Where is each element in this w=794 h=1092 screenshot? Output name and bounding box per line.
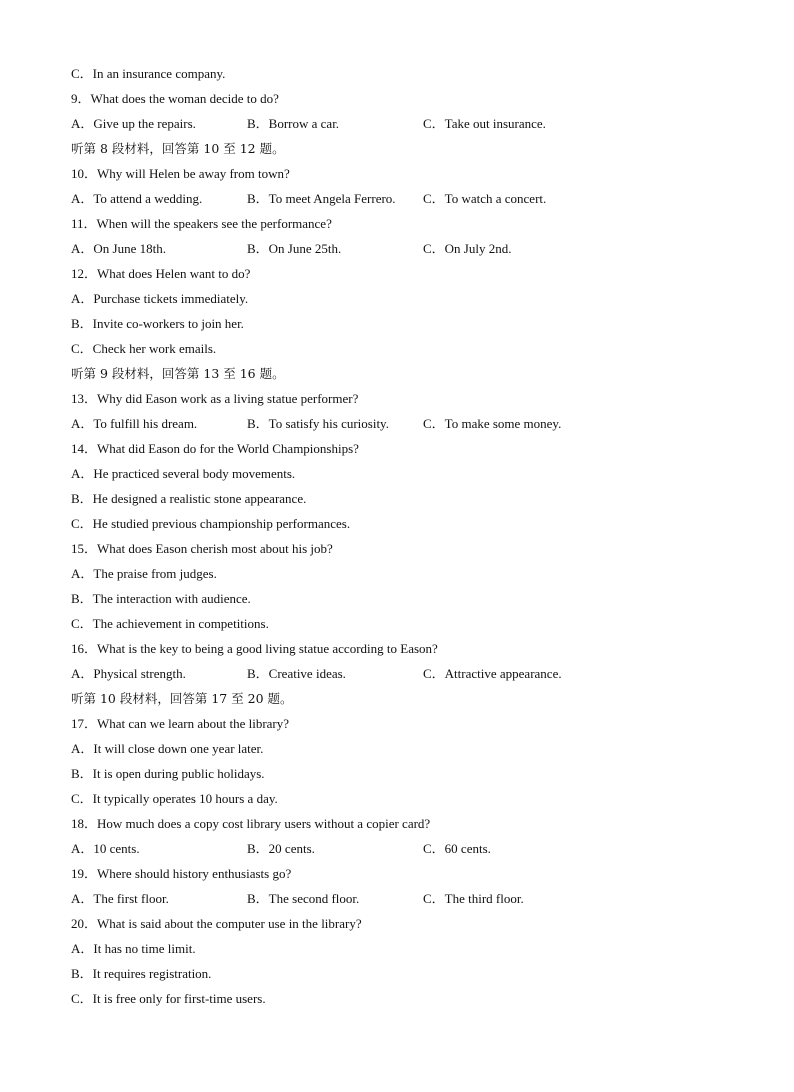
option-c: C．Take out insurance. — [423, 116, 546, 131]
text-line: C．The achievement in competitions. — [71, 616, 269, 631]
option-c: C．60 cents. — [423, 841, 491, 856]
section-heading: 听第 8 段材料，回答第 10 至 12 题。 — [71, 141, 285, 156]
text-line: A．It will close down one year later. — [71, 741, 264, 756]
options-row — [71, 111, 751, 136]
option-c: C．To watch a concert. — [423, 191, 547, 206]
text-line: A．Purchase tickets immediately. — [71, 291, 249, 306]
text-line: B．It is open during public holidays. — [71, 766, 265, 781]
option-c: C．To make some money. — [423, 416, 562, 431]
text-line: B．He designed a realistic stone appearance. — [71, 491, 307, 506]
options-row — [71, 411, 751, 436]
text-line: A．It has no time limit. — [71, 941, 196, 956]
text-line: C．He studied previous championship performances. — [71, 516, 351, 531]
text-line: 9．What does the woman decide to do? — [71, 91, 279, 106]
option-c: C．On July 2nd. — [423, 241, 512, 256]
option-c: C．Attractive appearance. — [423, 666, 562, 681]
options-row — [71, 886, 751, 911]
options-row — [71, 661, 751, 686]
section-heading: 听第 10 段材料，回答第 17 至 20 题。 — [71, 691, 293, 706]
options-row — [71, 186, 751, 211]
text-line: C．It typically operates 10 hours a day. — [71, 791, 278, 806]
text-line: A．He practiced several body movements. — [71, 466, 296, 481]
option-b: B．To satisfy his curiosity. — [247, 416, 389, 431]
text-line: C．In an insurance company. — [71, 66, 226, 81]
option-a: A．The first floor. — [71, 891, 169, 906]
options-row — [71, 236, 751, 261]
option-c: C．The third floor. — [423, 891, 524, 906]
text-line: 14．What did Eason do for the World Championships? — [71, 441, 359, 456]
text-line: 20．What is said about the computer use in the library? — [71, 916, 362, 931]
section-heading: 听第 9 段材料，回答第 13 至 16 题。 — [71, 366, 285, 381]
option-a: A．To attend a wedding. — [71, 191, 203, 206]
option-b: B．On June 25th. — [247, 241, 342, 256]
option-b: B．Borrow a car. — [247, 116, 340, 131]
option-a: A．Physical strength. — [71, 666, 186, 681]
text-line: 12．What does Helen want to do? — [71, 266, 251, 281]
text-line: 11．When will the speakers see the performance? — [71, 216, 332, 231]
text-line: 13．Why did Eason work as a living statue performer? — [71, 391, 359, 406]
option-a: A．On June 18th. — [71, 241, 166, 256]
text-line: 18．How much does a copy cost library users without a copier card? — [71, 816, 431, 831]
text-line: 17．What can we learn about the library? — [71, 716, 290, 731]
option-a: A．Give up the repairs. — [71, 116, 196, 131]
options-row — [71, 836, 751, 861]
text-line: 15．What does Eason cherish most about his job? — [71, 541, 333, 556]
text-line: 16．What is the key to being a good living statue according to Eason? — [71, 641, 438, 656]
text-line: 19．Where should history enthusiasts go? — [71, 866, 292, 881]
question-list — [71, 61, 751, 1011]
option-a: A．10 cents. — [71, 841, 140, 856]
text-line: B．It requires registration. — [71, 966, 212, 981]
option-b: B．The second floor. — [247, 891, 360, 906]
option-b: B．20 cents. — [247, 841, 315, 856]
text-line: C．Check her work emails. — [71, 341, 217, 356]
text-line: 10．Why will Helen be away from town? — [71, 166, 290, 181]
option-b: B．Creative ideas. — [247, 666, 346, 681]
text-line: C．It is free only for first-time users. — [71, 991, 266, 1006]
text-line: A．The praise from judges. — [71, 566, 217, 581]
option-b: B．To meet Angela Ferrero. — [247, 191, 396, 206]
text-line: B．The interaction with audience. — [71, 591, 251, 606]
text-line: B．Invite co-workers to join her. — [71, 316, 244, 331]
option-a: A．To fulfill his dream. — [71, 416, 198, 431]
